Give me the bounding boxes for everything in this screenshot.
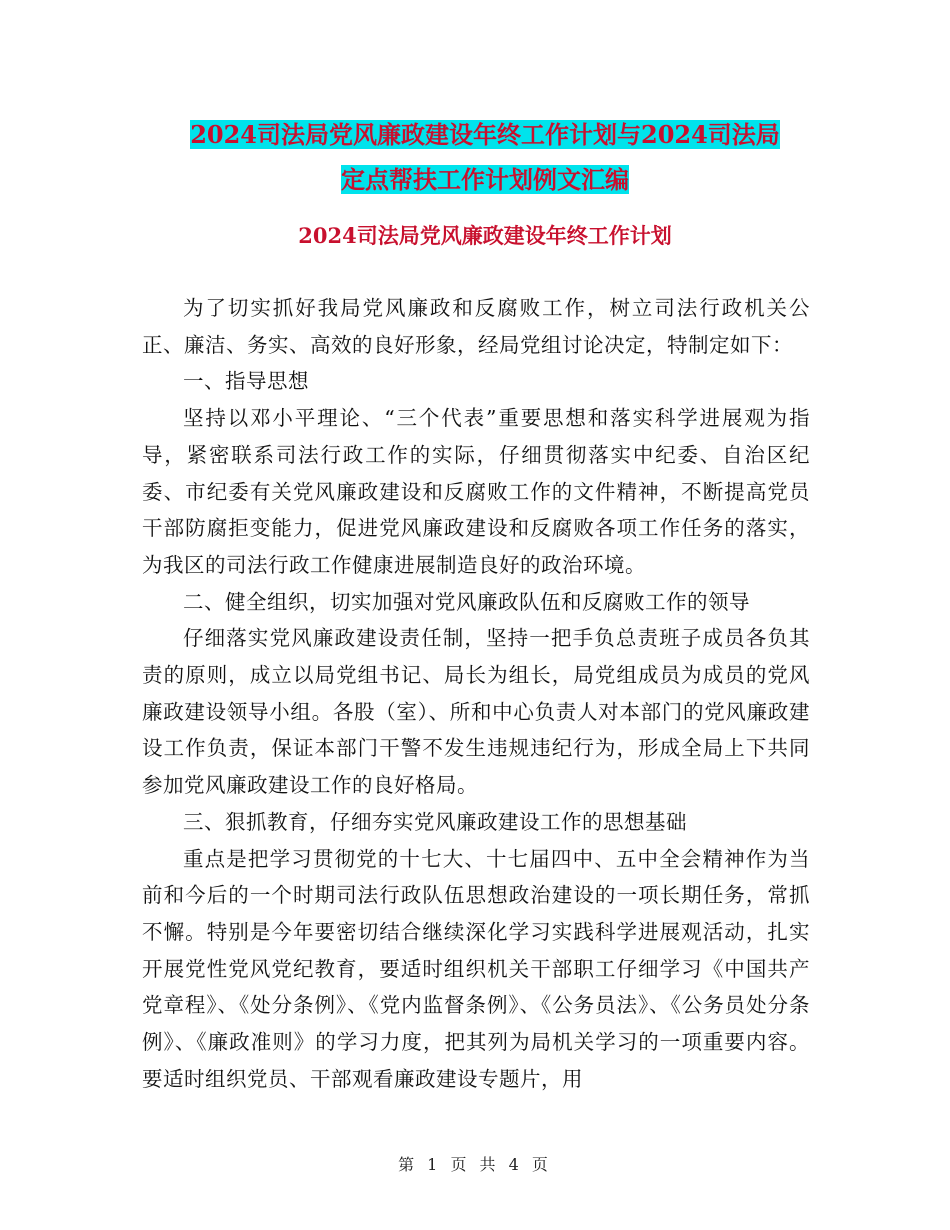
document-title-line1: 2024司法局党风廉政建设年终工作计划与2024司法局: [190, 120, 780, 149]
document-title-line2: 定点帮扶工作计划例文汇编: [341, 165, 629, 194]
document-body: [142, 290, 810, 1097]
paragraph-heading: 二、健全组织，切实加强对党风廉政队伍和反腐败工作的领导: [183, 589, 750, 614]
paragraph: 为了切实抓好我局党风廉政和反腐败工作，树立司法行政机关公正、廉洁、务实、高效的良好形象，经局党组讨论决定，特制定如下：: [142, 296, 810, 357]
document-title: [140, 112, 830, 202]
section-title: 2024司法局党风廉政建设年终工作计划: [298, 223, 672, 248]
paragraph: 重点是把学习贯彻党的十七大、十七届四中、五中全会精神作为当前和今后的一个时期司法行政队伍思想政治建设的一项长期任务，常抓不懈。特别是今年要密切结合继续深化学习实践科学进展观活动，扎实开展党性党风党纪教育，要适时组织机关干部职工仔细学习《中国共产党章程》、《处分条例》、《党内监督条例》、《公务员法》、《公务员处分条例》、《廉政准则》的学习力度，把其列为局机关学习的一项重要内容。要适时组织党员、干部观看廉政建设专题片，用: [142, 846, 810, 1091]
paragraph-heading: 三、狠抓教育，仔细夯实党风廉政建设工作的思想基础: [183, 809, 687, 834]
page-footer: 第 1 页 共 4 页: [398, 1155, 552, 1174]
paragraph: 坚持以邓小平理论、“三个代表”重要思想和落实科学进展观为指导，紧密联系司法行政工作的实际，仔细贯彻落实中纪委、自治区纪委、市纪委有关党风廉政建设和反腐败工作的文件精神，不断提高党员干部防腐拒变能力，促进党风廉政建设和反腐败各项工作任务的落实，为我区的司法行政工作健康进展制造良好的政治环境。: [142, 406, 810, 577]
paragraph-heading: 一、指导思想: [183, 369, 309, 394]
paragraph: 仔细落实党风廉政建设责任制，坚持一把手负总责班子成员各负其责的原则，成立以局党组书记、局长为组长，局党组成员为成员的党风廉政建设领导小组。各股（室）、所和中心负责人对本部门的党风廉政建设工作负责，保证本部门干警不发生违规违纪行为，形成全局上下共同参加党风廉政建设工作的良好格局。: [142, 626, 810, 798]
